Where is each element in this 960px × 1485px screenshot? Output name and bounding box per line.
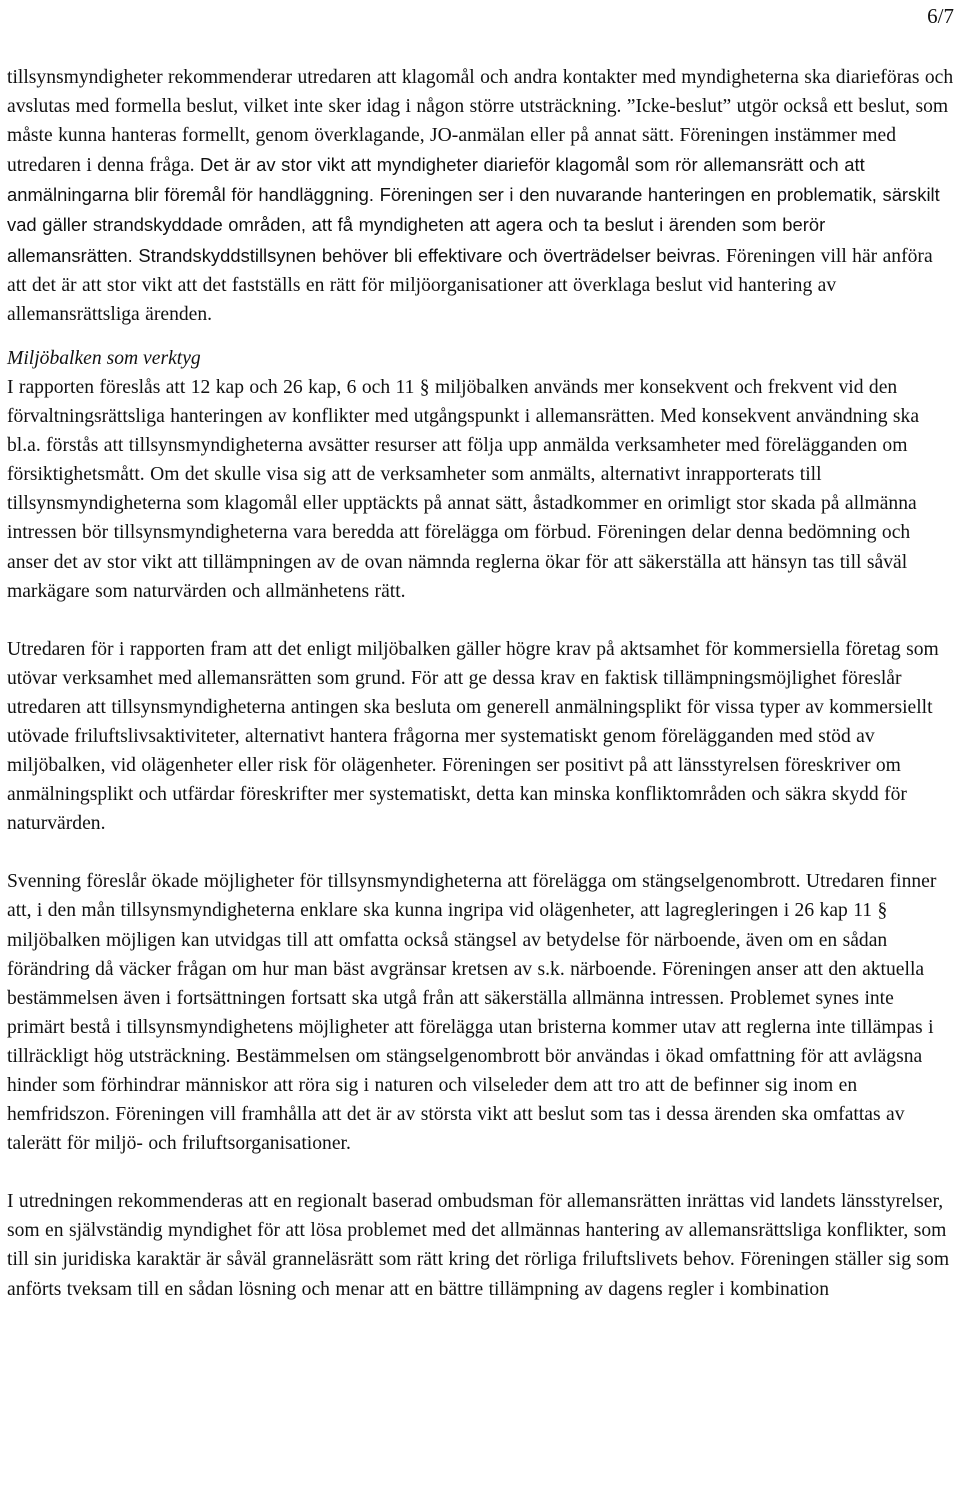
- section-heading-miljobalken: Miljöbalken som verktyg: [7, 347, 201, 369]
- paragraph-tillsyn-text-sans: Det är av stor vikt att myndigheter diarieför klagomål som rör allemansrätt och att anmälningarna blir föremål för handläggning. Föreningen ser i den nuvarande hanteringen en problematik, särskilt vad gäller strandskyddade områden, att få myndigheten att agera och ta beslut i ärenden som berör allemansrätten. Strandskyddstillsynen behöver bli effektivare och överträdelser beivras.: [7, 154, 940, 266]
- paragraph-tillsyn-text-a: tillsynsmyndigheter rekommenderar utredaren att klagomål och andra kontakter med myndigheterna ska diarieföras och avslutas med formella beslut, vilket inte sker idag i någon större utsträckning. ”Icke-beslut” utgör också ett beslut, som måste kunna hanteras formellt, genom överklagande, JO-anmälan eller på annat sätt. Föreningen instämmer med utredaren i denna fråga.: [7, 67, 954, 177]
- paragraph-stangselgenombrott: Svenning föreslår ökade möjligheter för tillsynsmyndigheterna att förelägga om stängselgenombrott. Utredaren finner att, i den mån tillsynsmyndigheterna enklare ska kunna ingripa vid olägenheter, att lagregleringen i 26 kap 11 § miljöbalken möjligen kan utvidgas till att omfatta också stängsel av betydelse för närboende, även om en sådan förändring då väcker frågan om hur man bäst avgränsar kretsen av s.k. närboende. Föreningen anser att den aktuella bestämmelsen även i fortsättningen fortsatt ska utgå från att säkerställa allmänna intressen. Problemet synes inte primärt bestå i tillsynsmyndighetens möjligheter att förelägga utan bristerna kommer utav att reglerna inte tillämpas i tillräckligt hög utsträckning. Bestämmelsen om stängselgenombrott bör användas i ökad omfattning för att avlägsna hinder som förhindrar människor att röra sig i naturen och vilseleder dem att tro att de befinner sig inom en hemfridszon. Föreningen vill framhålla att det är av största vikt att beslut som tas i dessa ärenden ska omfattas av talerätt för miljö- och friluftsorganisationer.: [7, 871, 937, 1155]
- document-body: [7, 63, 955, 1304]
- paragraph-miljobalken: I rapporten föreslås att 12 kap och 26 kap, 6 och 11 § miljöbalken används mer konsekvent och frekvent vid den förvaltningsrättsliga hanteringen av konflikter med utgångspunkt i allemansrätten. Med konsekvent användning ska bl.a. förstås att tillsynsmyndigheterna avsätter resurser att följa upp anmälda verksamheter med förelägganden om försiktighetsmått. Om det skulle visa sig att de verksamheter som anmälts, alternativt inrapporterats till tillsynsmyndigheterna som klagomål eller upptäckts på annat sätt, åstadkommer en orimligt stor skada på allmänna intressen bör tillsynsmyndigheterna vara beredda att förelägga om förbud. Föreningen delar denna bedömning och anser det av stor vikt att tillämpningen av de ovan nämnda reglerna ökar för att säkerställa att hänsyn tas till såväl markägare som naturvärden och allmänhetens rätt.: [7, 376, 920, 602]
- paragraph-aktsamhet: Utredaren för i rapporten fram att det enligt miljöbalken gäller högre krav på aktsamhet för kommersiella företag som utövar verksamhet med allemansrätten som grund. För att ge dessa krav en faktisk tillämpningsmöjlighet föreslår utredaren att tillsynsmyndigheterna antingen ska besluta om generell anmälningsplikt för vissa typer av kommersiellt utövade friluftslivsaktiviteter, alternativt hantera frågorna mer systematiskt genom förelägganden med stöd av miljöbalken, vid olägenheter eller risk för olägenheter. Föreningen ser positivt på att länsstyrelsen föreskriver om anmälningsplikt och utfärdar föreskrifter mer systematiskt, detta kan minska konfliktområden och säkra skydd för naturvärden.: [7, 638, 939, 835]
- paragraph-tillsyn: [7, 63, 955, 329]
- paragraph-tillsyn-text-b: Föreningen vill här anföra att det är att stor vikt att det fastställs en rätt för miljöorganisationer att överklaga beslut vid hantering av allemansrättsliga ärenden.: [7, 245, 933, 325]
- page-number: 6/7: [927, 4, 954, 28]
- paragraph-ombudsman: I utredningen rekommenderas att en regionalt baserad ombudsman för allemansrätten inrättas vid landets länsstyrelser, som en självständig myndighet för att lösa problemet med det allmännas hantering av allemansrättsliga konflikter, som till sin juridiska karaktär är såväl granneläsrätt som rätt kring det rörliga friluftslivets behov. Föreningen ställer sig som anförts tveksam till en sådan lösning och menar att en bättre tillämpning av dagens regler i kombination: [7, 1191, 950, 1300]
